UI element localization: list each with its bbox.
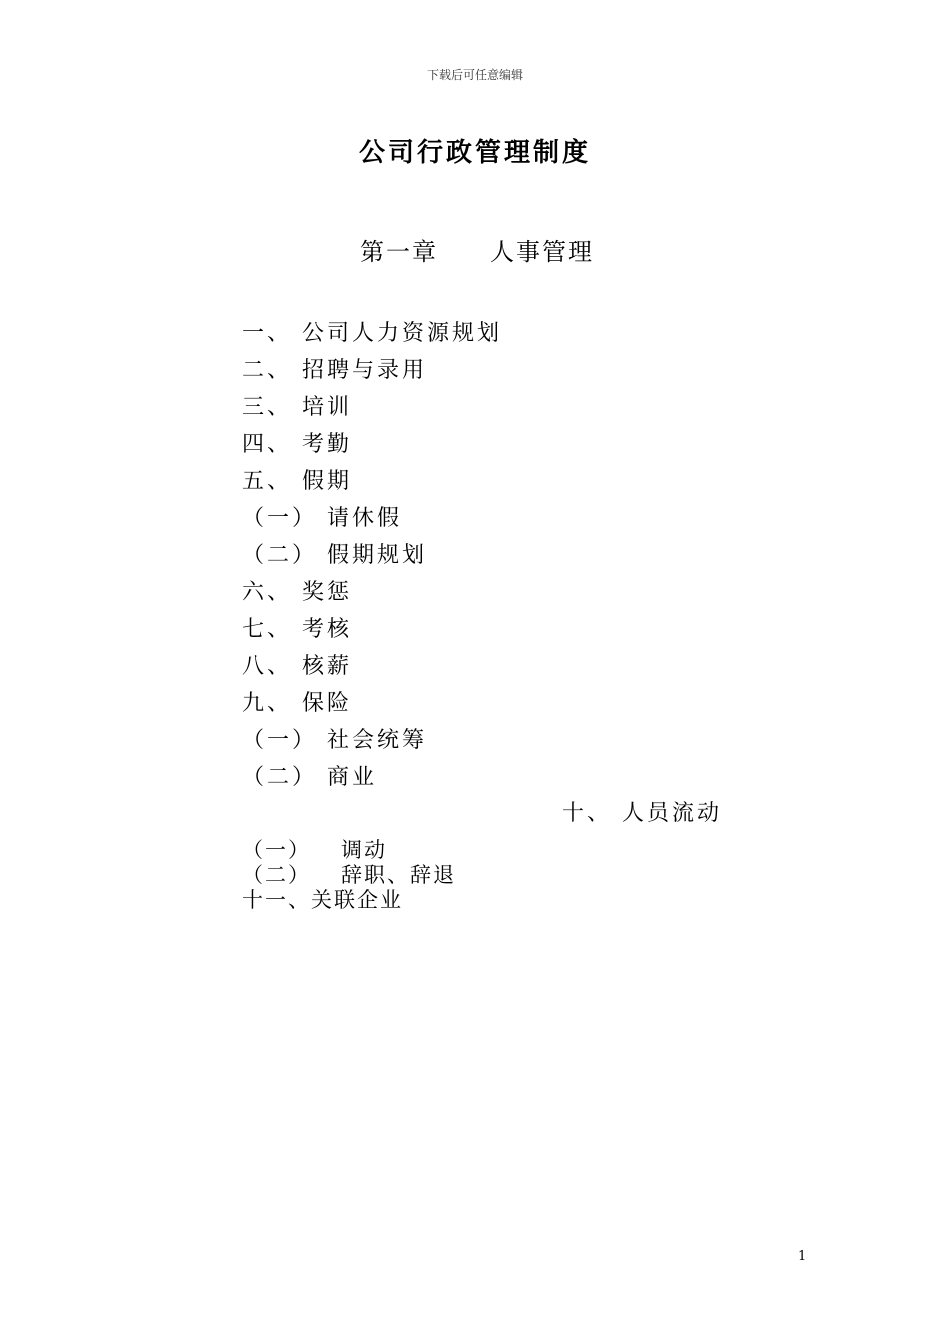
header-note: 下载后可任意编辑: [426, 68, 523, 82]
toc-item-number: （一）: [242, 506, 318, 531]
toc-item: [242, 464, 352, 495]
toc-item-number: 二、: [242, 358, 293, 383]
toc-item-text: 培训: [302, 395, 353, 420]
toc-item: [242, 316, 502, 347]
toc-subitem: [242, 760, 377, 791]
toc-subitem: [242, 723, 427, 754]
toc-item-text: 奖惩: [302, 580, 353, 605]
page-number: 1: [798, 1249, 807, 1264]
toc-item: [242, 575, 352, 606]
toc-item-number: 十、: [562, 801, 613, 826]
toc-item-text: 考核: [302, 617, 353, 642]
toc-item-text: 请休假: [327, 506, 403, 531]
toc-item-text: 关联企业: [311, 888, 403, 912]
toc-item-text: 核薪: [302, 654, 353, 679]
toc-subitem: [242, 538, 427, 569]
document-title: 公司行政管理制度: [358, 138, 591, 168]
toc-item-text: 人员流动: [622, 801, 723, 826]
toc-item-text: 保险: [302, 691, 353, 716]
toc-item-number: （二）: [242, 543, 318, 568]
toc-item-number: 七、: [242, 617, 293, 642]
toc-item-number: 九、: [242, 691, 293, 716]
toc-item-number: 三、: [242, 395, 293, 420]
toc-item-text: 假期规划: [327, 543, 428, 568]
toc-item: [242, 686, 352, 717]
toc-item-number: 五、: [242, 469, 293, 494]
toc-item-text: 商业: [327, 765, 378, 790]
toc-item-number: 六、: [242, 580, 293, 605]
toc-item-number: 十一、: [242, 888, 311, 912]
toc-item: [242, 649, 352, 680]
toc-item-text: 辞职、辞退: [341, 863, 456, 887]
toc-item-text: 招聘与录用: [302, 358, 428, 383]
chapter-number: 第一章: [360, 238, 438, 266]
chapter-heading: [360, 232, 594, 267]
toc-item: [242, 427, 352, 458]
toc-item-number: （二）: [242, 863, 311, 887]
toc-item-number: 八、: [242, 654, 293, 679]
toc-item-number: （二）: [242, 765, 318, 790]
toc-item-text: 考勤: [302, 432, 353, 457]
toc-item-number: 四、: [242, 432, 293, 457]
toc-item-text: 假期: [302, 469, 353, 494]
chapter-name: 人事管理: [490, 238, 594, 266]
toc-item: [242, 884, 403, 914]
toc-item-number: （一）: [242, 838, 311, 862]
toc-item-number: 一、: [242, 321, 293, 346]
toc-item-text: 公司人力资源规划: [302, 321, 503, 346]
toc-item: [562, 796, 722, 827]
toc-item: [242, 353, 427, 384]
toc-item: [242, 390, 352, 421]
toc-item: [242, 612, 352, 643]
toc-item-text: 调动: [341, 838, 387, 862]
toc-item-text: 社会统筹: [327, 728, 428, 753]
toc-subitem: [242, 501, 402, 532]
toc-item-number: （一）: [242, 728, 318, 753]
